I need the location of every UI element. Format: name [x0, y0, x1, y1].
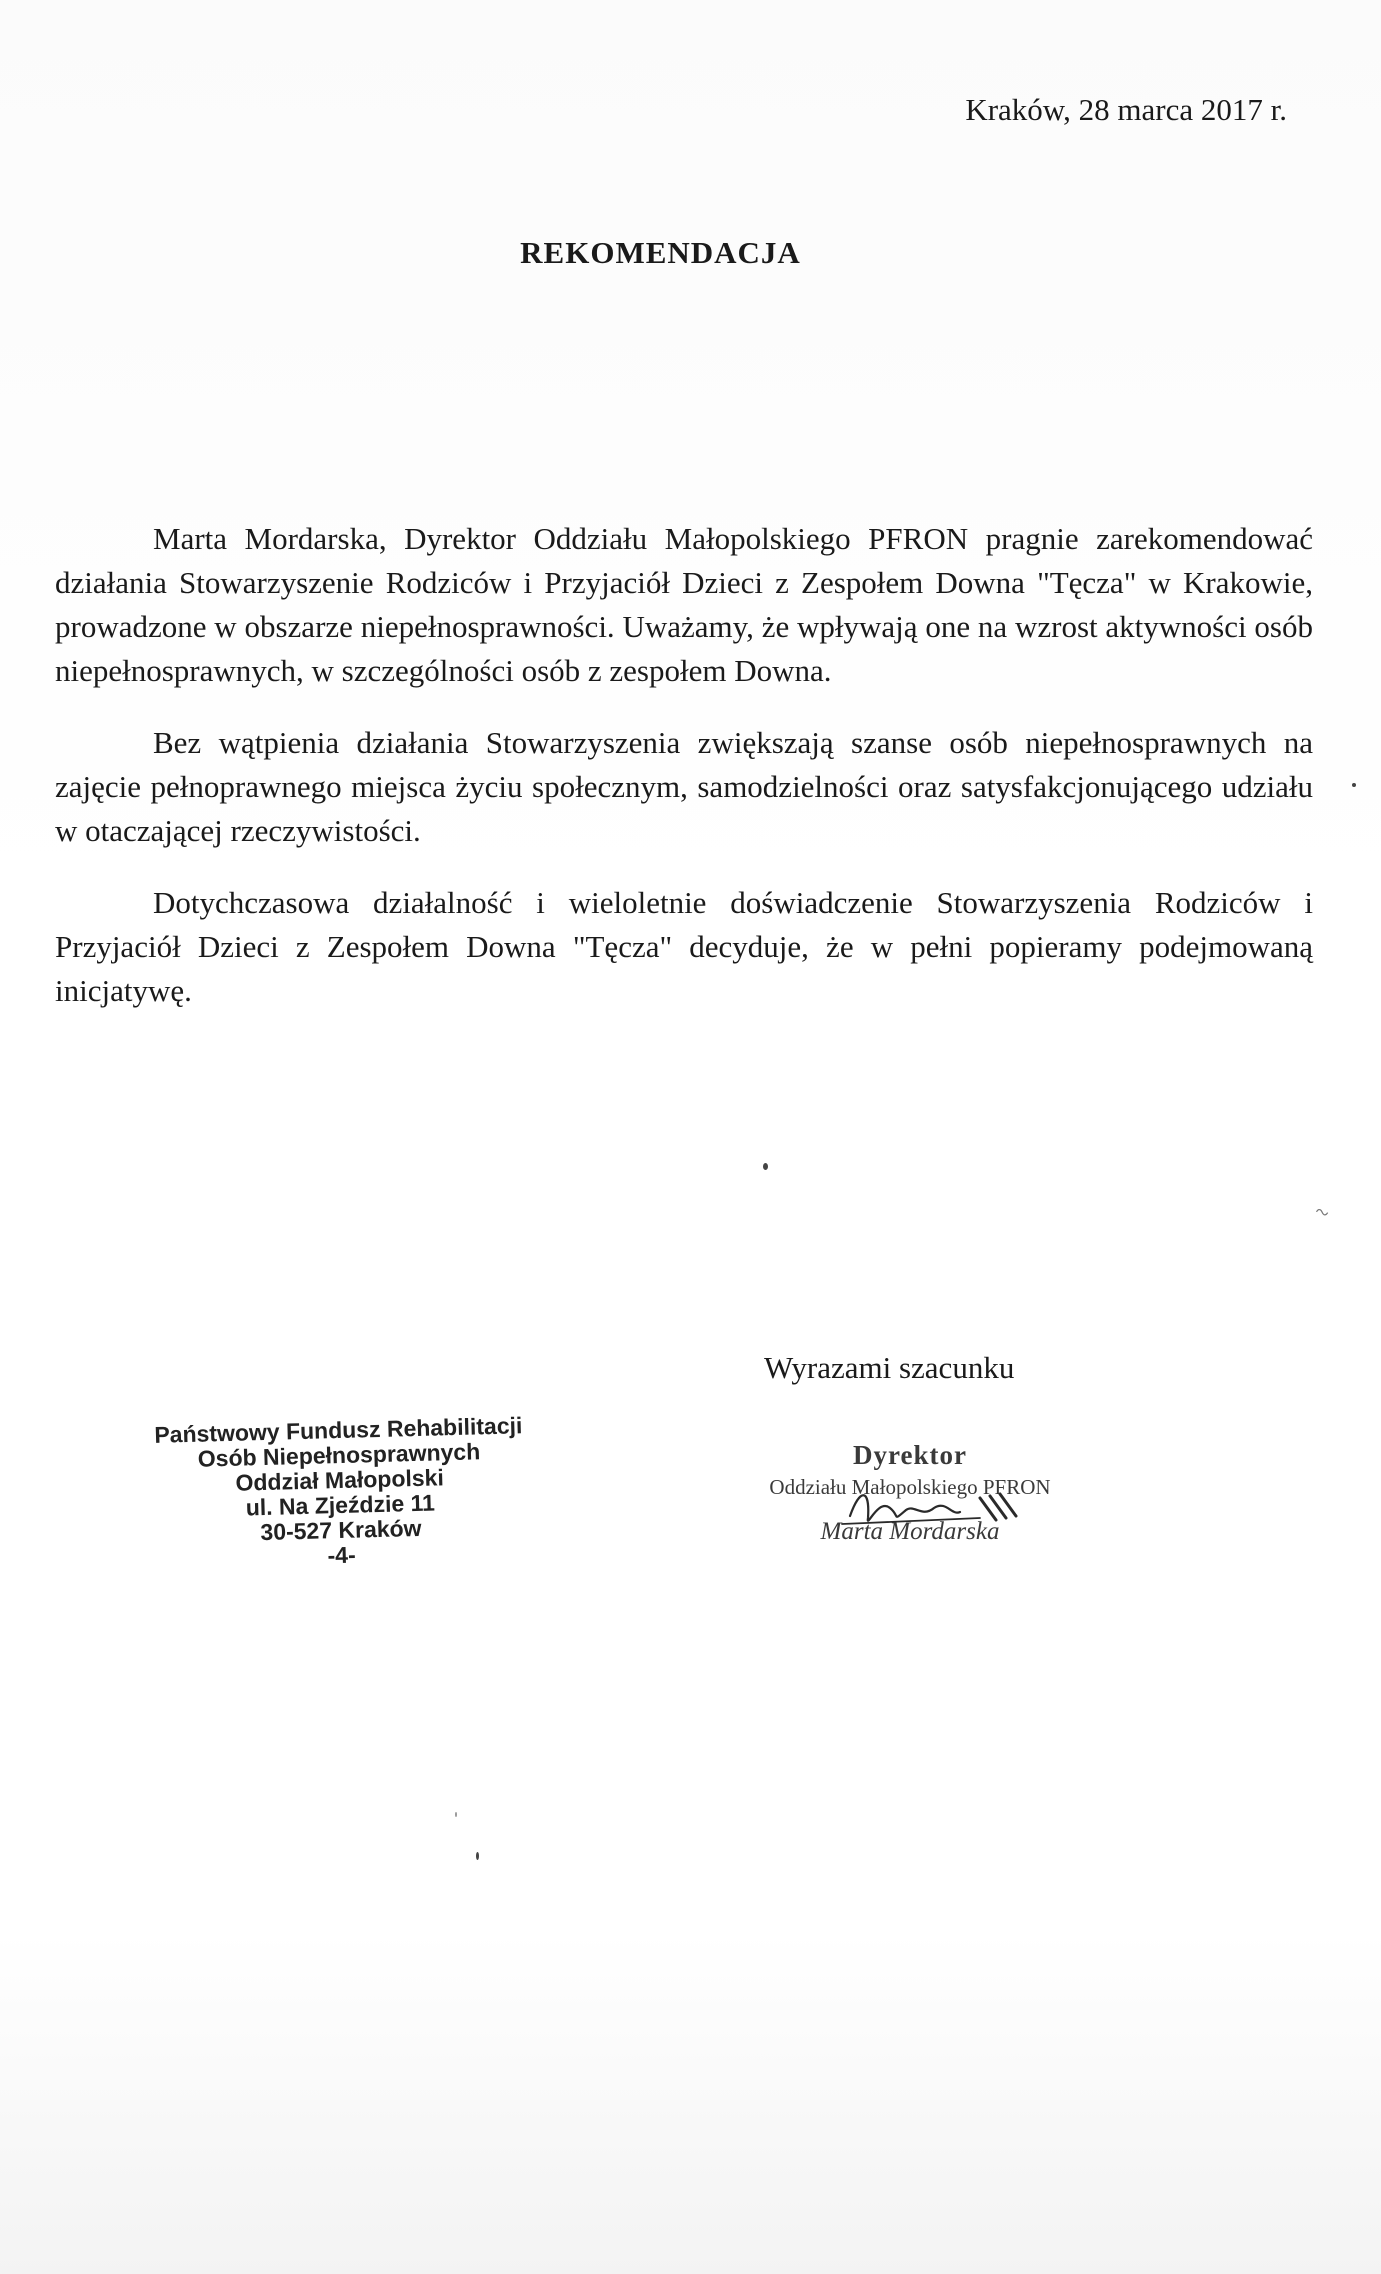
- stamp-line-2: Osób Niepełnosprawnych: [197, 1438, 481, 1472]
- handwritten-signature: [830, 1478, 1030, 1538]
- closing-salutation: Wyrazami szacunku: [764, 1350, 1015, 1385]
- signer-department: Oddziału Małopolskiego PFRON: [769, 1475, 1051, 1499]
- stamp-line-3: Oddział Małopolski: [235, 1464, 445, 1496]
- scan-edge-mark: ~: [1310, 1198, 1334, 1228]
- signer-name: Marta Mordarska: [820, 1518, 1000, 1545]
- letter-date: Kraków, 28 marca 2017 r.: [965, 92, 1287, 127]
- stamp-line-5: 30-527 Kraków: [260, 1514, 422, 1546]
- signer-role: Dyrektor: [853, 1440, 967, 1470]
- letter-body: [55, 517, 1313, 1041]
- scan-speck: [455, 1812, 457, 1817]
- scan-speck: [1352, 783, 1356, 787]
- paragraph-2: Bez wątpienia działania Stowarzyszenia zwiększają szanse osób niepełnosprawnych na zajęcie pełnoprawnego miejsca życiu społecznym, samodzielności oraz satysfakcjonującego udziału w otaczającej rzeczywistości.: [55, 725, 1313, 848]
- scan-speck: [476, 1852, 479, 1860]
- letter-title: REKOMENDACJA: [520, 235, 801, 270]
- stamp-line-6: -4-: [327, 1541, 357, 1569]
- institution-stamp: [148, 1413, 532, 1573]
- stamp-line-1: Państwowy Fundusz Rehabilitacji: [154, 1412, 523, 1448]
- stamp-line-4: ul. Na Zjeździe 11: [245, 1489, 436, 1521]
- paragraph-1: Marta Mordarska, Dyrektor Oddziału Małopolskiego PFRON pragnie zarekomendować działania Stowarzyszenie Rodziców i Przyjaciół Dzieci z Zespołem Downa "Tęcza" w Krakowie, prowadzone w obszarze niepełnosprawności. Uważamy, że wpływają one na wzrost aktywności osób niepełnosprawnych, w szczególności osób z zespołem Downa.: [55, 521, 1313, 688]
- paragraph-3: Dotychczasowa działalność i wieloletnie doświadczenie Stowarzyszenia Rodziców i Przyjaciół Dzieci z Zespołem Downa "Tęcza" decyduje, że w pełni popieramy podejmowaną inicjatywę.: [55, 885, 1313, 1008]
- scan-speck: [763, 1163, 768, 1170]
